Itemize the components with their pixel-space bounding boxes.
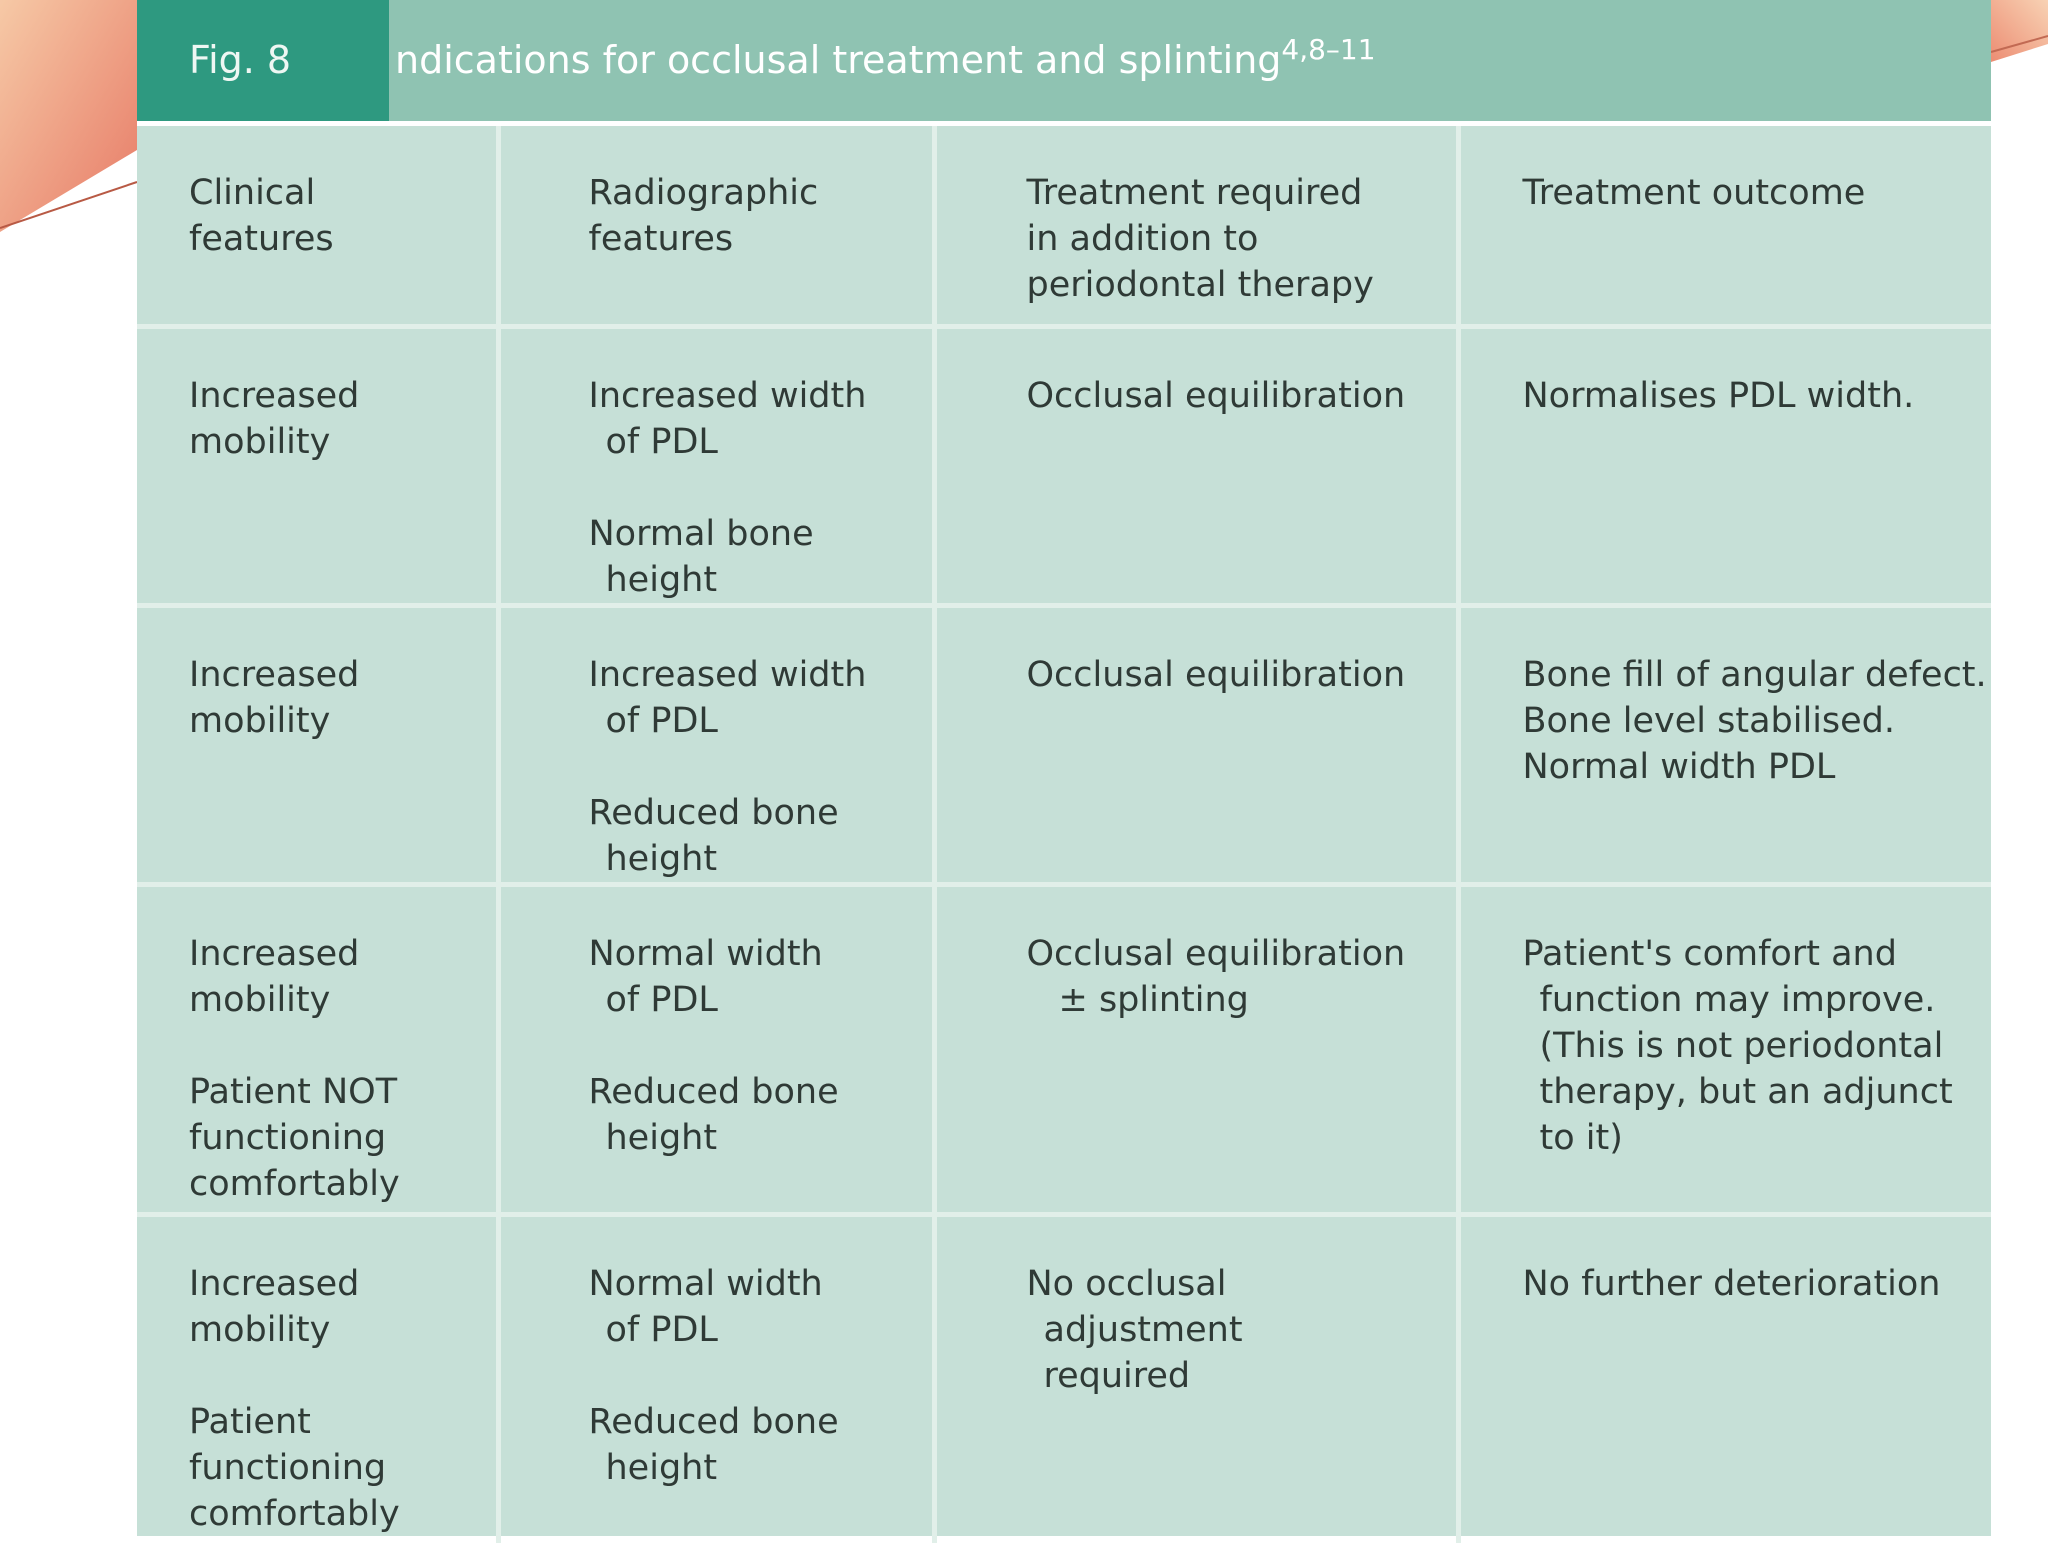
text-line: Normal width: [588, 1263, 823, 1304]
table-row: [137, 605, 1991, 884]
table-row: [137, 884, 1991, 1214]
header-clinical: [189, 170, 496, 262]
header-line: Radiographic: [588, 173, 819, 213]
text-line: height: [605, 559, 718, 600]
text-line: of PDL: [605, 421, 718, 462]
radiographic-para: [589, 1399, 932, 1491]
text-line: Normal width PDL: [1522, 746, 1836, 787]
figure-title: [395, 0, 1376, 121]
cell-radiographic: [498, 1214, 934, 1543]
text-line: (This is not periodontal: [1539, 1025, 1944, 1066]
header-line: Treatment outcome: [1522, 173, 1866, 213]
text-line: of PDL: [605, 979, 718, 1020]
header-cell-treatment: [934, 126, 1458, 326]
text-line: comfortably: [189, 1493, 400, 1534]
header-radiographic: [589, 170, 932, 262]
text-line: mobility: [189, 700, 331, 741]
table-row: [137, 326, 1991, 605]
clinical-para: [189, 931, 496, 1023]
text-line: required: [1043, 1355, 1191, 1396]
figure-header: [137, 0, 1991, 121]
text-line: mobility: [189, 979, 331, 1020]
text-line: mobility: [189, 1309, 331, 1350]
radiographic-para: [589, 373, 932, 465]
text-line: Normal bone: [588, 513, 814, 554]
header-treatment: [1027, 170, 1456, 308]
text-line: to it): [1539, 1117, 1623, 1158]
figure-title-references: 4,8–11: [1281, 33, 1376, 66]
text-line: Increased width: [588, 654, 867, 695]
table-header-row: [137, 126, 1991, 326]
header-line: Clinical: [189, 173, 316, 213]
indications-table: [137, 126, 1991, 1543]
radiographic-para: [589, 511, 932, 603]
cell-treatment: [934, 605, 1458, 884]
radiographic-para: [589, 931, 932, 1023]
cell-outcome: [1458, 1214, 1991, 1543]
cell-treatment: [934, 884, 1458, 1214]
text-line: function may improve.: [1539, 979, 1936, 1020]
cell-clinical: [137, 605, 498, 884]
text-line: mobility: [189, 421, 331, 462]
cell-outcome: [1458, 326, 1991, 605]
corner-swoosh-left: [0, 0, 137, 232]
text-line: Reduced bone: [588, 792, 839, 833]
text-line: height: [605, 1447, 718, 1488]
text-line: Bone level stabilised.: [1522, 700, 1896, 741]
text-line: Increased: [189, 654, 360, 695]
text-line: Reduced bone: [588, 1071, 839, 1112]
cell-radiographic: [498, 884, 934, 1214]
cell-radiographic: [498, 605, 934, 884]
corner-swoosh-right: [1991, 0, 2048, 62]
text-line: adjustment: [1043, 1309, 1243, 1350]
text-line: Reduced bone: [588, 1401, 839, 1442]
figure-panel: [137, 0, 1991, 1536]
text-line: comfortably: [189, 1163, 400, 1204]
text-line: Increased: [189, 933, 360, 974]
cell-radiographic: [498, 326, 934, 605]
swoosh-line-left: [0, 182, 137, 228]
text-line: Increased: [189, 375, 360, 416]
text-line: height: [605, 1117, 718, 1158]
clinical-para: [189, 1399, 496, 1537]
cell-clinical: [137, 326, 498, 605]
text-line: Increased: [189, 1263, 360, 1304]
radiographic-para: [589, 1261, 932, 1353]
header-line: features: [189, 219, 334, 259]
text-line: Occlusal equilibration: [1026, 654, 1406, 695]
cell-outcome: [1458, 884, 1991, 1214]
cell-treatment: [934, 326, 1458, 605]
header-line: periodontal therapy: [1026, 265, 1374, 305]
text-line: Occlusal equilibration: [1026, 375, 1406, 416]
clinical-para: [189, 1069, 496, 1207]
header-line: Treatment required: [1026, 173, 1363, 213]
swoosh-line-right: [1991, 36, 2048, 52]
text-line: Patient NOT: [189, 1071, 398, 1112]
figure-title-text: ndications for occlusal treatment and splinting: [395, 38, 1282, 82]
header-cell-outcome: [1458, 126, 1991, 326]
text-line: No further deterioration: [1522, 1263, 1941, 1304]
figure-label: Fig. 8: [137, 0, 389, 121]
cell-treatment: [934, 1214, 1458, 1543]
header-line: features: [588, 219, 734, 259]
text-line: Normal width: [588, 933, 823, 974]
text-line: height: [605, 838, 718, 879]
text-line: therapy, but an adjunct: [1539, 1071, 1953, 1112]
header-outcome: [1523, 170, 1992, 216]
text-line: Normalises PDL width.: [1522, 375, 1915, 416]
cell-outcome: [1458, 605, 1991, 884]
text-line: Increased width: [588, 375, 867, 416]
text-line: Patient: [189, 1401, 311, 1442]
text-line: No occlusal: [1026, 1263, 1227, 1304]
radiographic-para: [589, 1069, 932, 1161]
text-line: Occlusal equilibration: [1026, 933, 1406, 974]
radiographic-para: [589, 652, 932, 744]
table-row: [137, 1214, 1991, 1543]
clinical-para: [189, 1261, 496, 1353]
cell-clinical: [137, 884, 498, 1214]
text-line: Bone fill of angular defect.: [1522, 654, 1987, 695]
text-line: of PDL: [605, 700, 718, 741]
header-cell-clinical: [137, 126, 498, 326]
radiographic-para: [589, 790, 932, 882]
text-line: ± splinting: [1058, 979, 1249, 1020]
text-line: Patient's comfort and: [1522, 933, 1897, 974]
clinical-para: [189, 652, 496, 744]
text-line: functioning: [189, 1447, 387, 1488]
clinical-para: [189, 373, 496, 465]
header-line: in addition to: [1026, 219, 1259, 259]
header-cell-radiographic: [498, 126, 934, 326]
cell-clinical: [137, 1214, 498, 1543]
text-line: functioning: [189, 1117, 387, 1158]
text-line: of PDL: [605, 1309, 718, 1350]
